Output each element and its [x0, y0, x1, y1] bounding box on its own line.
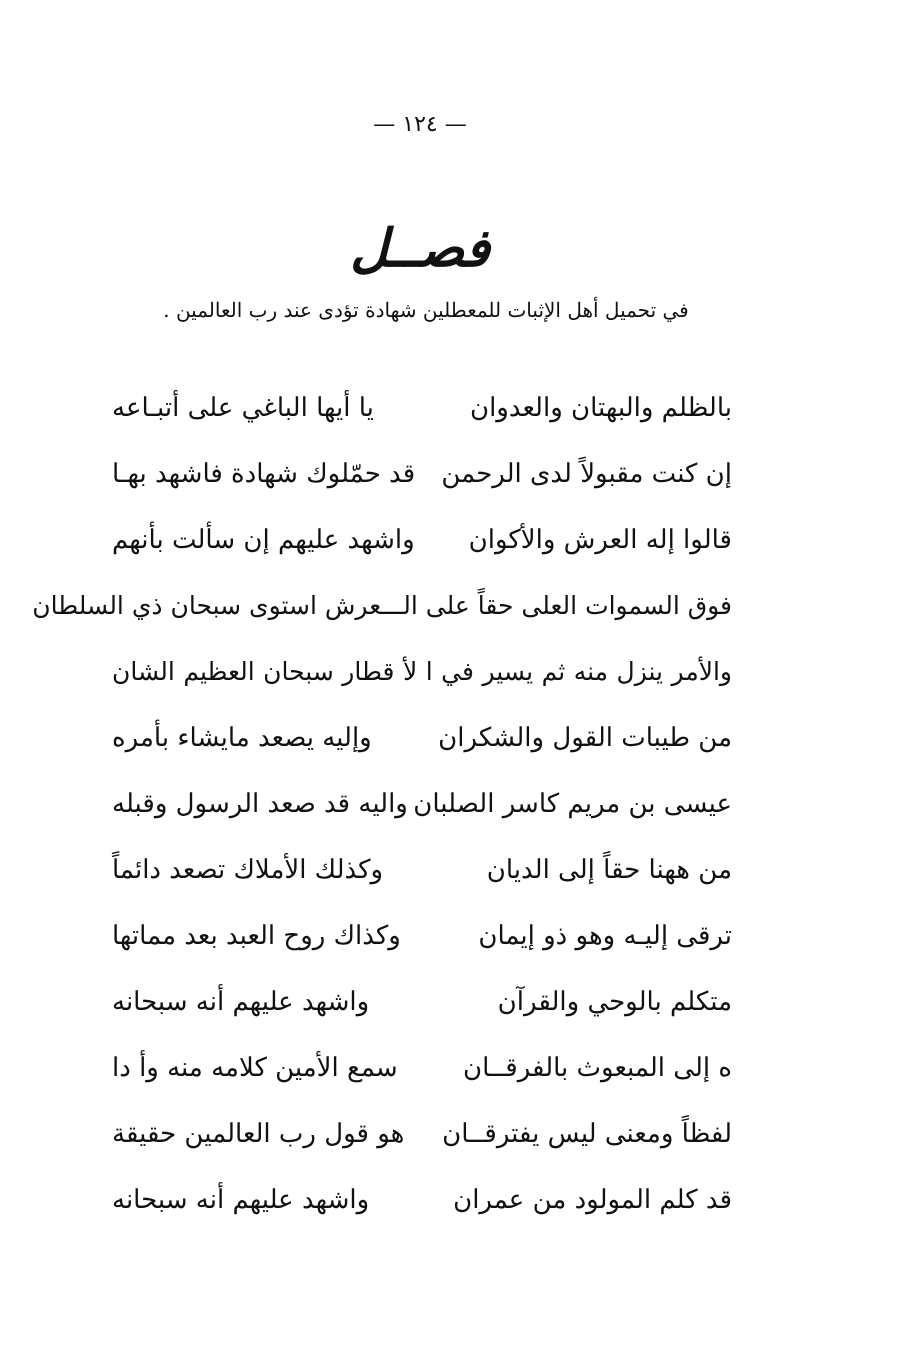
verse-first-hemistich: سمع الأمين كلامه منه وأ دا	[112, 1053, 398, 1083]
verse-line	[32, 586, 732, 652]
verse-line	[112, 784, 732, 850]
poem-verses	[32, 388, 732, 1246]
section-title: فصــل	[350, 218, 490, 279]
verse-first-hemistich: واليه قد صعد الرسول وقبله	[112, 789, 408, 819]
verse-line	[112, 850, 732, 916]
verse-second-hemistich: بالظلم والبهتان والعدوان	[469, 393, 732, 423]
verse-second-hemistich: ه إلى المبعوث بالفرقــان	[463, 1053, 732, 1083]
verse-first-hemistich: واشهد عليهم إن سألت بأنهم	[112, 525, 415, 555]
verse-line	[112, 916, 732, 982]
verse-first-hemistich: وإليه يصعد مايشاء بأمره	[112, 723, 372, 753]
verse-second-hemistich: ترقى إليـه وهو ذو إيمان	[478, 921, 732, 951]
verse-second-hemistich: قد كلم المولود من عمران	[453, 1185, 732, 1215]
verse-line	[112, 520, 732, 586]
verse-first-hemistich: يا أيها الباغي على أتبـاعه	[112, 393, 374, 423]
verse-line	[112, 982, 732, 1048]
verse-second-hemistich: إن كنت مقبولاً لدى الرحمن	[441, 459, 732, 489]
verse-line	[112, 652, 732, 718]
verse-second-hemistich: عيسى بن مريم كاسر الصلبان	[413, 789, 732, 819]
verse-line	[112, 718, 732, 784]
verse-first-hemistich: وكذلك الأملاك تصعد دائماً	[112, 855, 384, 885]
verse-line	[112, 388, 732, 454]
verse-first-hemistich: هو قول رب العالمين حقيقة	[112, 1119, 405, 1149]
verse-second-hemistich: من ههنا حقاً إلى الديان	[486, 855, 732, 885]
verse-first-hemistich: وكذاك روح العبد بعد مماتها	[112, 921, 401, 951]
verse-line	[112, 1180, 732, 1246]
section-subtitle: في تحميل أهل الإثبات للمعطلين شهادة تؤدى عند رب العالمين .	[163, 298, 689, 322]
verse-line	[112, 1114, 732, 1180]
verse-second-hemistich: من طيبات القول والشكران	[438, 723, 732, 753]
verse-first-hemistich: قد حمّلوك شهادة فاشهد بهـا	[112, 459, 416, 489]
verse-second-hemistich: لفظاً ومعنى ليس يفترقــان	[442, 1119, 732, 1149]
verse-whole-line: والأمر ينزل منه ثم يسير في ا لأ قطار سبحان العظيم الشان	[112, 657, 732, 686]
verse-line	[112, 454, 732, 520]
verse-first-hemistich: واشهد عليهم أنه سبحانه	[112, 987, 370, 1017]
verse-second-hemistich: قالوا إله العرش والأكوان	[468, 525, 732, 555]
verse-whole-line: فوق السموات العلى حقاً على الـــعرش استوى سبحان ذي السلطان	[32, 591, 732, 620]
verse-line	[112, 1048, 732, 1114]
page-number: — ١٢٤ —	[373, 112, 467, 137]
verse-first-hemistich: واشهد عليهم أنه سبحانه	[112, 1185, 370, 1215]
verse-second-hemistich: متكلم بالوحي والقرآن	[497, 987, 732, 1017]
